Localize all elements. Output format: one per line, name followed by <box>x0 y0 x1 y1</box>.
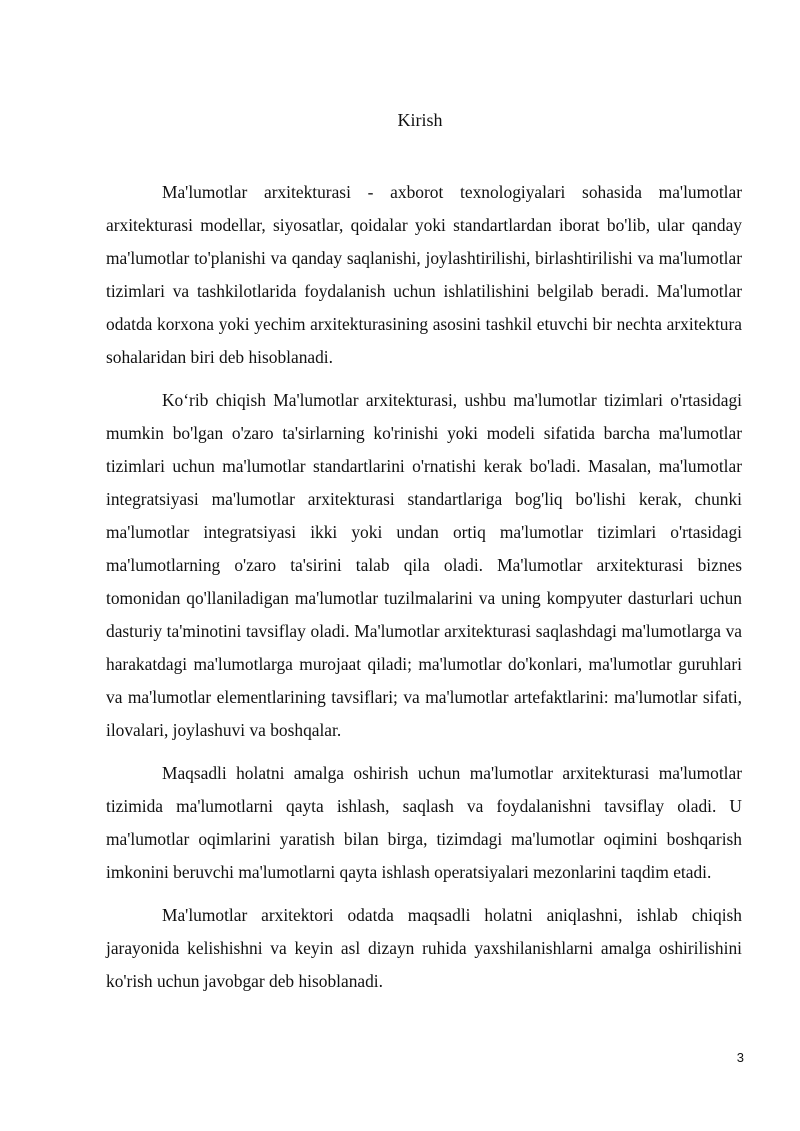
paragraph-overview: Ko‘rib chiqish Ma'lumotlar arxitekturasi, ushbu ma'lumotlar tizimlari o'rtasidagi mumkin bo'lgan o'zaro ta'sirlarning ko'rinishi yoki modeli sifatida barcha ma'lumotlar tizimlari uchun ma'lumotlar standartlarini o'rnatishi kerak bo'ladi. Masalan, ma'lumotlar integratsiyasi ma'lumotlar arxitekturasi standartlariga bog'liq bo'lishi kerak, chunki ma'lumotlar integratsiyasi ikki yoki undan ortiq ma'lumotlar tizimlari o'rtasidagi ma'lumotlarning o'zaro ta'sirini talab qila oladi. Ma'lumotlar arxitekturasi biznes tomonidan qo'llaniladigan ma'lumotlar tuzilmalarini va uning kompyuter dasturlari uchun dasturiy ta'minotini tavsiflay oladi. Ma'lumotlar arxitekturasi saqlashdagi ma'lumotlarga va harakatdagi ma'lumotlarga murojaat qiladi; ma'lumotlar do'konlari, ma'lumotlar guruhlari va ma'lumotlar elementlarining tavsiflari; va ma'lumotlar artefaktlarini: ma'lumotlar sifati, ilovalari, joylashuvi va boshqalar. <box>106 390 742 740</box>
paragraph-architect: Ma'lumotlar arxitektori odatda maqsadli holatni aniqlashni, ishlab chiqish jarayonida kelishishni va keyin asl dizayn ruhida yaxshilanishlarni amalga oshirilishini ko'rish uchun javobgar deb hisoblanadi. <box>106 905 742 991</box>
page-number: 3 <box>736 1050 744 1065</box>
body-text <box>106 176 742 1008</box>
paragraph-intro: Ma'lumotlar arxitekturasi - axborot texnologiyalari sohasida ma'lumotlar arxitekturasi modellar, siyosatlar, qoidalar yoki standartlardan iborat bo'lib, ular qanday ma'lumotlar to'planishi va qanday saqlanishi, joylashtirilishi, birlashtirilishi va ma'lumotlar tizimlari va tashkilotlarida foydalanish uchun ishlatilishini belgilab beradi. Ma'lumotlar odatda korxona yoki yechim arxitekturasining asosini tashkil etuvchi bir nechta arxitektura sohalaridan biri deb hisoblanadi. <box>106 182 742 367</box>
page-title: Kirish <box>397 110 443 130</box>
paragraph-target-state: Maqsadli holatni amalga oshirish uchun ma'lumotlar arxitekturasi ma'lumotlar tizimida ma'lumotlarni qayta ishlash, saqlash va foydalanishni tavsiflay oladi. U ma'lumotlar oqimlarini yaratish bilan birga, tizimdagi ma'lumotlar oqimini boshqarish imkonini beruvchi ma'lumotlarni qayta ishlash operatsiyalari mezonlarini taqdim etadi. <box>106 763 742 882</box>
